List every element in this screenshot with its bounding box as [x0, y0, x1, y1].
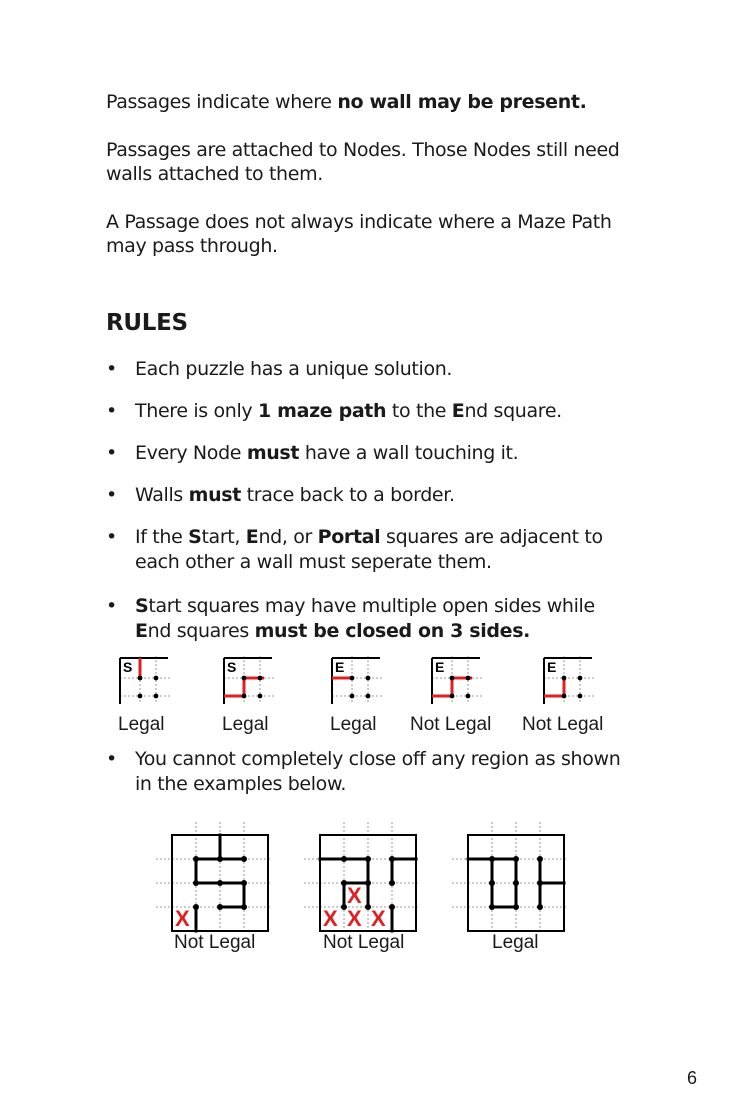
rule-bold: must be closed on 3 sides.	[254, 620, 531, 642]
rule-text	[135, 399, 626, 424]
start-end-example-2	[222, 656, 274, 706]
bullet: •	[106, 484, 117, 506]
rule-bold: must	[246, 442, 300, 464]
rule-text	[135, 483, 626, 508]
start-end-example-5	[542, 656, 594, 706]
rule-item	[106, 357, 626, 382]
square-letter: E	[335, 659, 345, 675]
rule-text	[135, 594, 626, 644]
bullet: •	[106, 358, 117, 380]
rule-fragment: squares are adjacent to each other a wall must seperate them.	[135, 526, 603, 573]
bullet: •	[106, 595, 117, 617]
rule-bold: E	[245, 526, 259, 548]
rule-bold: E	[135, 620, 148, 642]
rule-text	[135, 525, 626, 575]
page-number: 6	[686, 1068, 697, 1088]
rule-fragment: have a wall touching it.	[299, 442, 519, 464]
x-mark: X	[175, 906, 190, 931]
example-grid	[222, 656, 274, 706]
intro-text: Passages indicate where	[106, 91, 338, 113]
rule-item	[106, 441, 626, 466]
square-letter: E	[435, 659, 445, 675]
rule-fragment: nd squares	[147, 620, 255, 642]
rule-fragment: If the	[135, 526, 189, 548]
example-grid	[330, 656, 382, 706]
rule-fragment: tart,	[201, 526, 246, 548]
example-caption: Legal	[222, 714, 269, 735]
square-letter: E	[547, 659, 557, 675]
rule-text: Each puzzle has a unique solution.	[135, 358, 453, 380]
square-letter: S	[227, 659, 237, 675]
start-end-example-1	[118, 656, 170, 706]
rule-bold: must	[188, 484, 241, 506]
region-caption: Not Legal	[323, 932, 405, 953]
intro-paragraph-3: A Passage does not always indicate where a Maze Path may pass through.	[106, 211, 612, 257]
region-caption: Not Legal	[174, 932, 256, 953]
region-grid	[452, 822, 566, 932]
rule-fragment: Walls	[135, 484, 189, 506]
bullet: •	[106, 526, 117, 548]
square-letter: S	[123, 659, 133, 675]
region-example-1	[156, 822, 270, 932]
rule-text	[135, 441, 626, 466]
rule-fragment: nd, or	[258, 526, 318, 548]
rule-bold: Portal	[317, 526, 381, 548]
rule-bold: S	[135, 595, 149, 617]
example-caption: Legal	[118, 714, 165, 735]
example-grid	[542, 656, 594, 706]
example-grid	[430, 656, 482, 706]
rule-item	[106, 747, 626, 797]
rule-item	[106, 594, 626, 644]
rule-bold: 1 maze path	[258, 400, 387, 422]
intro-paragraph-1	[106, 90, 626, 114]
rule-fragment: to the	[386, 400, 452, 422]
rule-bold: S	[188, 526, 202, 548]
bullet: •	[106, 748, 117, 770]
x-mark: X	[323, 906, 338, 931]
x-mark: X	[347, 883, 362, 908]
region-example-2	[304, 822, 418, 932]
rule-item	[106, 399, 626, 424]
start-end-example-4	[430, 656, 482, 706]
region-grid	[304, 822, 418, 932]
rule-fragment: tart squares may have multiple open sides while	[148, 595, 595, 617]
x-mark: X	[371, 906, 386, 931]
region-caption: Legal	[492, 932, 539, 953]
region-grid	[156, 822, 270, 932]
example-caption: Legal	[330, 714, 377, 735]
start-end-example-3	[330, 656, 382, 706]
rule-fragment: nd square.	[464, 400, 562, 422]
rule-bold: E	[451, 400, 465, 422]
rule-fragment: Every Node	[135, 442, 247, 464]
bullet: •	[106, 400, 117, 422]
rules-heading: RULES	[106, 310, 188, 336]
rule-text: You cannot completely close off any region as shown in the examples below.	[135, 748, 621, 795]
rule-fragment: There is only	[135, 400, 259, 422]
bullet: •	[106, 442, 117, 464]
example-grid	[118, 656, 170, 706]
x-mark: X	[347, 906, 362, 931]
intro-bold: no wall may be present.	[337, 91, 587, 113]
example-caption: Not Legal	[522, 714, 604, 735]
region-example-3	[452, 822, 566, 932]
rule-item	[106, 483, 626, 508]
rule-fragment: trace back to a border.	[240, 484, 455, 506]
rule-item	[106, 525, 626, 575]
example-caption: Not Legal	[410, 714, 492, 735]
intro-paragraph-2: Passages are attached to Nodes. Those Nodes still need walls attached to them.	[106, 139, 620, 185]
